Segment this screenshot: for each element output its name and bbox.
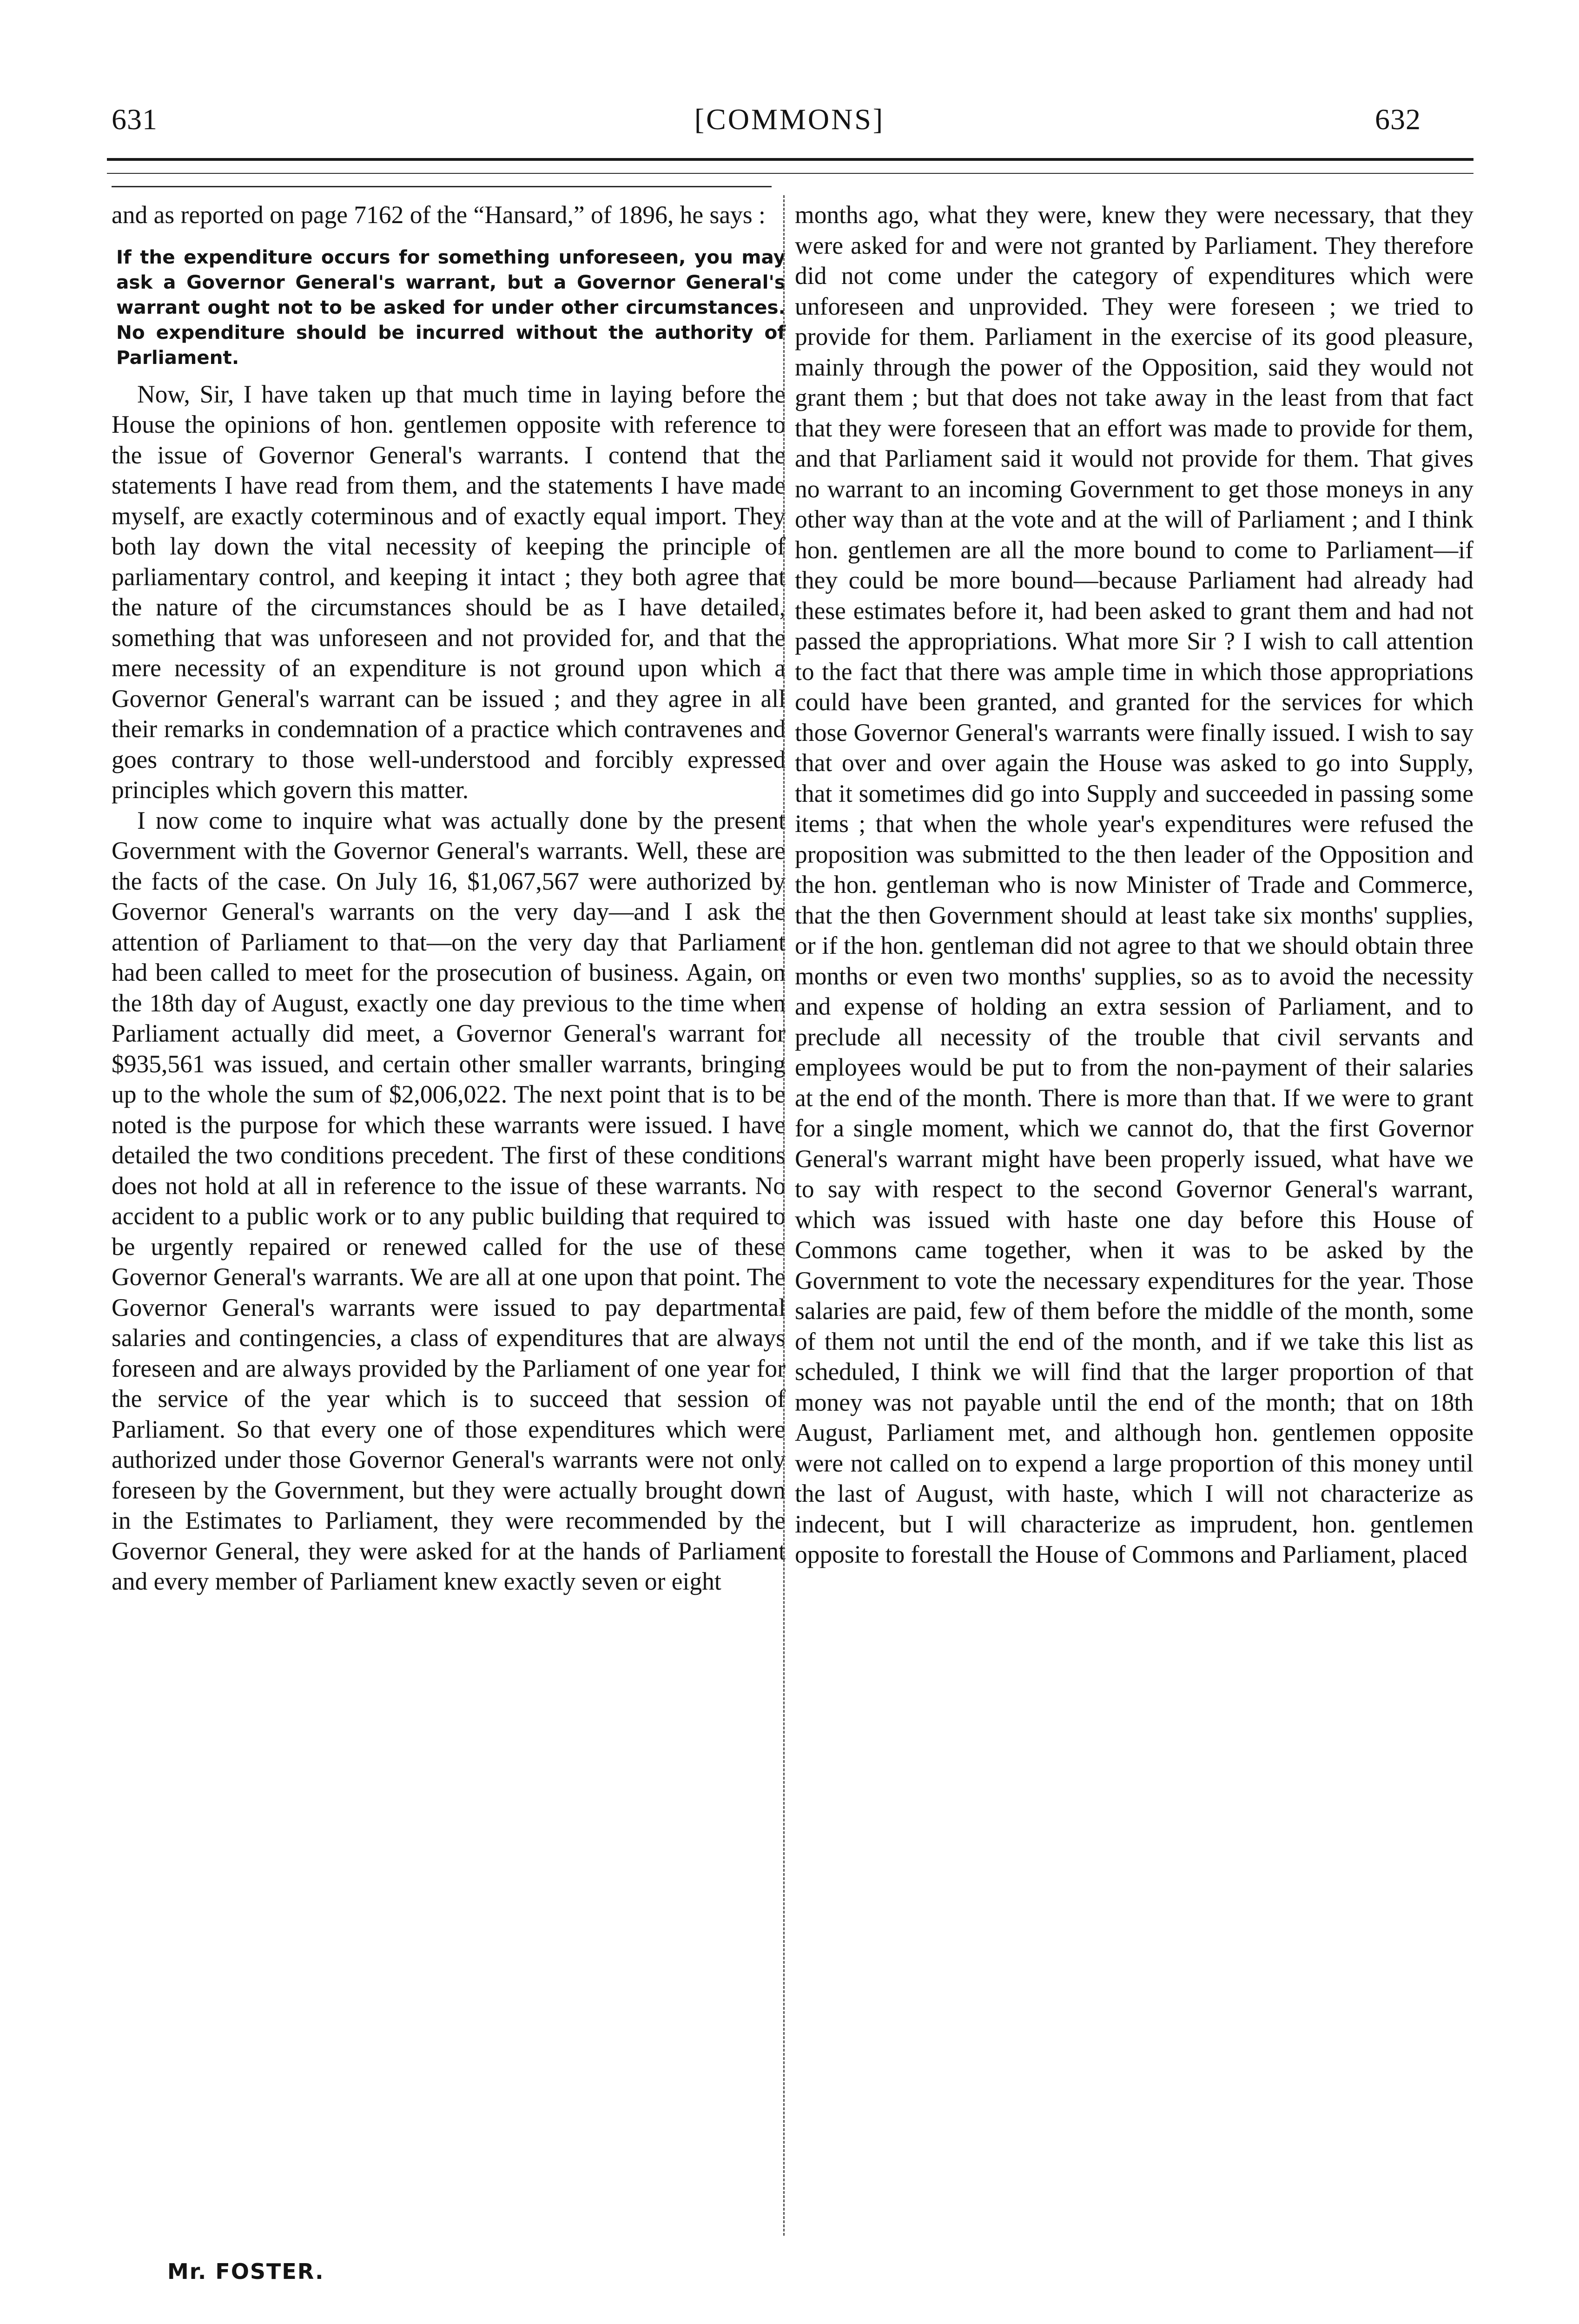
column-divider <box>783 195 785 2236</box>
intro-paragraph: and as reported on page 7162 of the “Hansard,” of 1896, he says : <box>112 201 766 229</box>
header-rule <box>107 158 1473 161</box>
right-column <box>795 200 1473 1570</box>
column-top-rule <box>112 186 772 187</box>
page-number-right: 632 <box>1375 103 1421 136</box>
left-column <box>112 200 786 1597</box>
page-number-left: 631 <box>112 103 158 136</box>
paragraph: months ago, what they were, knew they were necessary, that they were asked for and were not granted by Parliament. They therefore did not come under the category of expenditures which were unforeseen and unprovided. They were foreseen ; we tried to provide for them. Parliament in the exercise of its good pleasure, mainly through the power of the Opposition, said they would not grant them ; but that does not take away in the least from that fact that they were foreseen that an effort was made to provide for them, and that Parliament said it would not provide for them. That gives no warrant to an incoming Government to get those moneys in any other way than at the vote and at the will of Parliament ; and I think hon. gentlemen are all the more bound to come to Parliament—if they could be more bound—because Parliament had already had these estimates before it, had been asked to grant them and had not passed the appropriations. What more Sir ? I wish to call attention to the fact that there was ample time in which those appropriations could have been granted, and granted for the services for which those Governor General's warrants were finally issued. I wish to say that over and over again the House was asked to go into Supply, that it sometimes did go into Supply and succeeded in passing some items ; that when the whole year's expenditures were refused the proposition was submitted to the then leader of the Opposition and the hon. gentleman who is now Minister of Trade and Commerce, that the then Government should at least take six months' supplies, or if the hon. gentleman did not agree to that we should obtain three months or even two months' supplies, so as to avoid the necessity and expense of holding an extra session of Parliament, and to preclude all necessity of the trouble that civil servants and employees would be put to from the non-payment of their salaries at the end of the month. There is more than that. If we were to grant for a single moment, which we cannot do, that the first Governor General's warrant might have been properly issued, what have we to say with respect to the second Governor General's warrant, which was issued with haste one day before this House of Commons came together, when it was to be asked by the Government to vote the necessary expenditures for the year. Those salaries are paid, few of them before the middle of the month, some of them not until the end of the month, and if we take this list as scheduled, I think we will find that the larger proportion of that money was not payable until the end of the month; that on 18th August, Parliament met, and although hon. gentlemen opposite were not called on to expend a large proportion of this money until the last of August, with haste, which I will not characterize as indecent, but I will characterize as imprudent, hon. gentlemen opposite to forestall the House of Commons and Parliament, placed <box>795 201 1473 1568</box>
page-header <box>0 0 1579 153</box>
block-quote: If the expenditure occurs for something unforeseen, you may ask a Governor General's warrant, but a Governor General's warrant ought not to be asked for under other circumstances. No expenditure should be incurred without the authority of Parliament. <box>116 245 786 369</box>
paragraph: I now come to inquire what was actually done by the present Government with the Governor General's warrants. Well, these are the facts of the case. On July 16, $1,067,567 were authorized by Governor General's warrants on the very day—and I ask the attention of Parliament to that—on the very day that Parliament had been called to meet for the prosecution of business. Again, on the 18th day of August, exactly one day previous to the time when Parliament actually did meet, a Governor General's warrant for $935,561 was issued, and certain other smaller warrants, bringing up to the whole the sum of $2,006,022. The next point that is to be noted is the purpose for which these warrants were issued. I have detailed the two conditions precedent. The first of these conditions does not hold at all in reference to the issue of these warrants. No accident to a public work or to any public building that required to be urgently repaired or renewed called for the use of these Governor General's warrants. We are all at one upon that point. The Governor General's warrants were issued to pay departmental salaries and contingencies, a class of expenditures that are always foreseen and are always provided by the Parliament of one year for the service of the year which is to succeed that session of Parliament. So that every one of those expenditures which were authorized under those Governor General's warrants were not only foreseen by the Government, but they were actually brought down in the Estimates to Parliament, they were recommended by the Governor General, they were asked for at the hands of Parliament and every member of Parliament knew exactly seven or eight <box>112 806 786 1595</box>
header-rule-thin <box>107 173 1473 174</box>
speaker-footer: Mr. FOSTER. <box>167 2259 324 2284</box>
paragraph: Now, Sir, I have taken up that much time in laying before the House the opinions of hon. gentlemen opposite with reference to the issue of Governor General's warrants. I contend that the statements I have read from them, and the statements I have made myself, are exactly coterminous and of exactly equal import. They both lay down the vital necessity of keeping the principle of parliamentary control, and keeping it intact ; they both agree that the nature of the circumstances should be as I have detailed, something that was unforeseen and not provided for, and that the mere necessity of an expenditure is not ground upon which a Governor General's warrant can be issued ; and they agree in all their remarks in condemnation of a practice which contravenes and goes contrary to those well-understood and forcibly expressed principles which govern this matter. <box>112 380 786 804</box>
section-title: [COMMONS] <box>694 103 885 136</box>
